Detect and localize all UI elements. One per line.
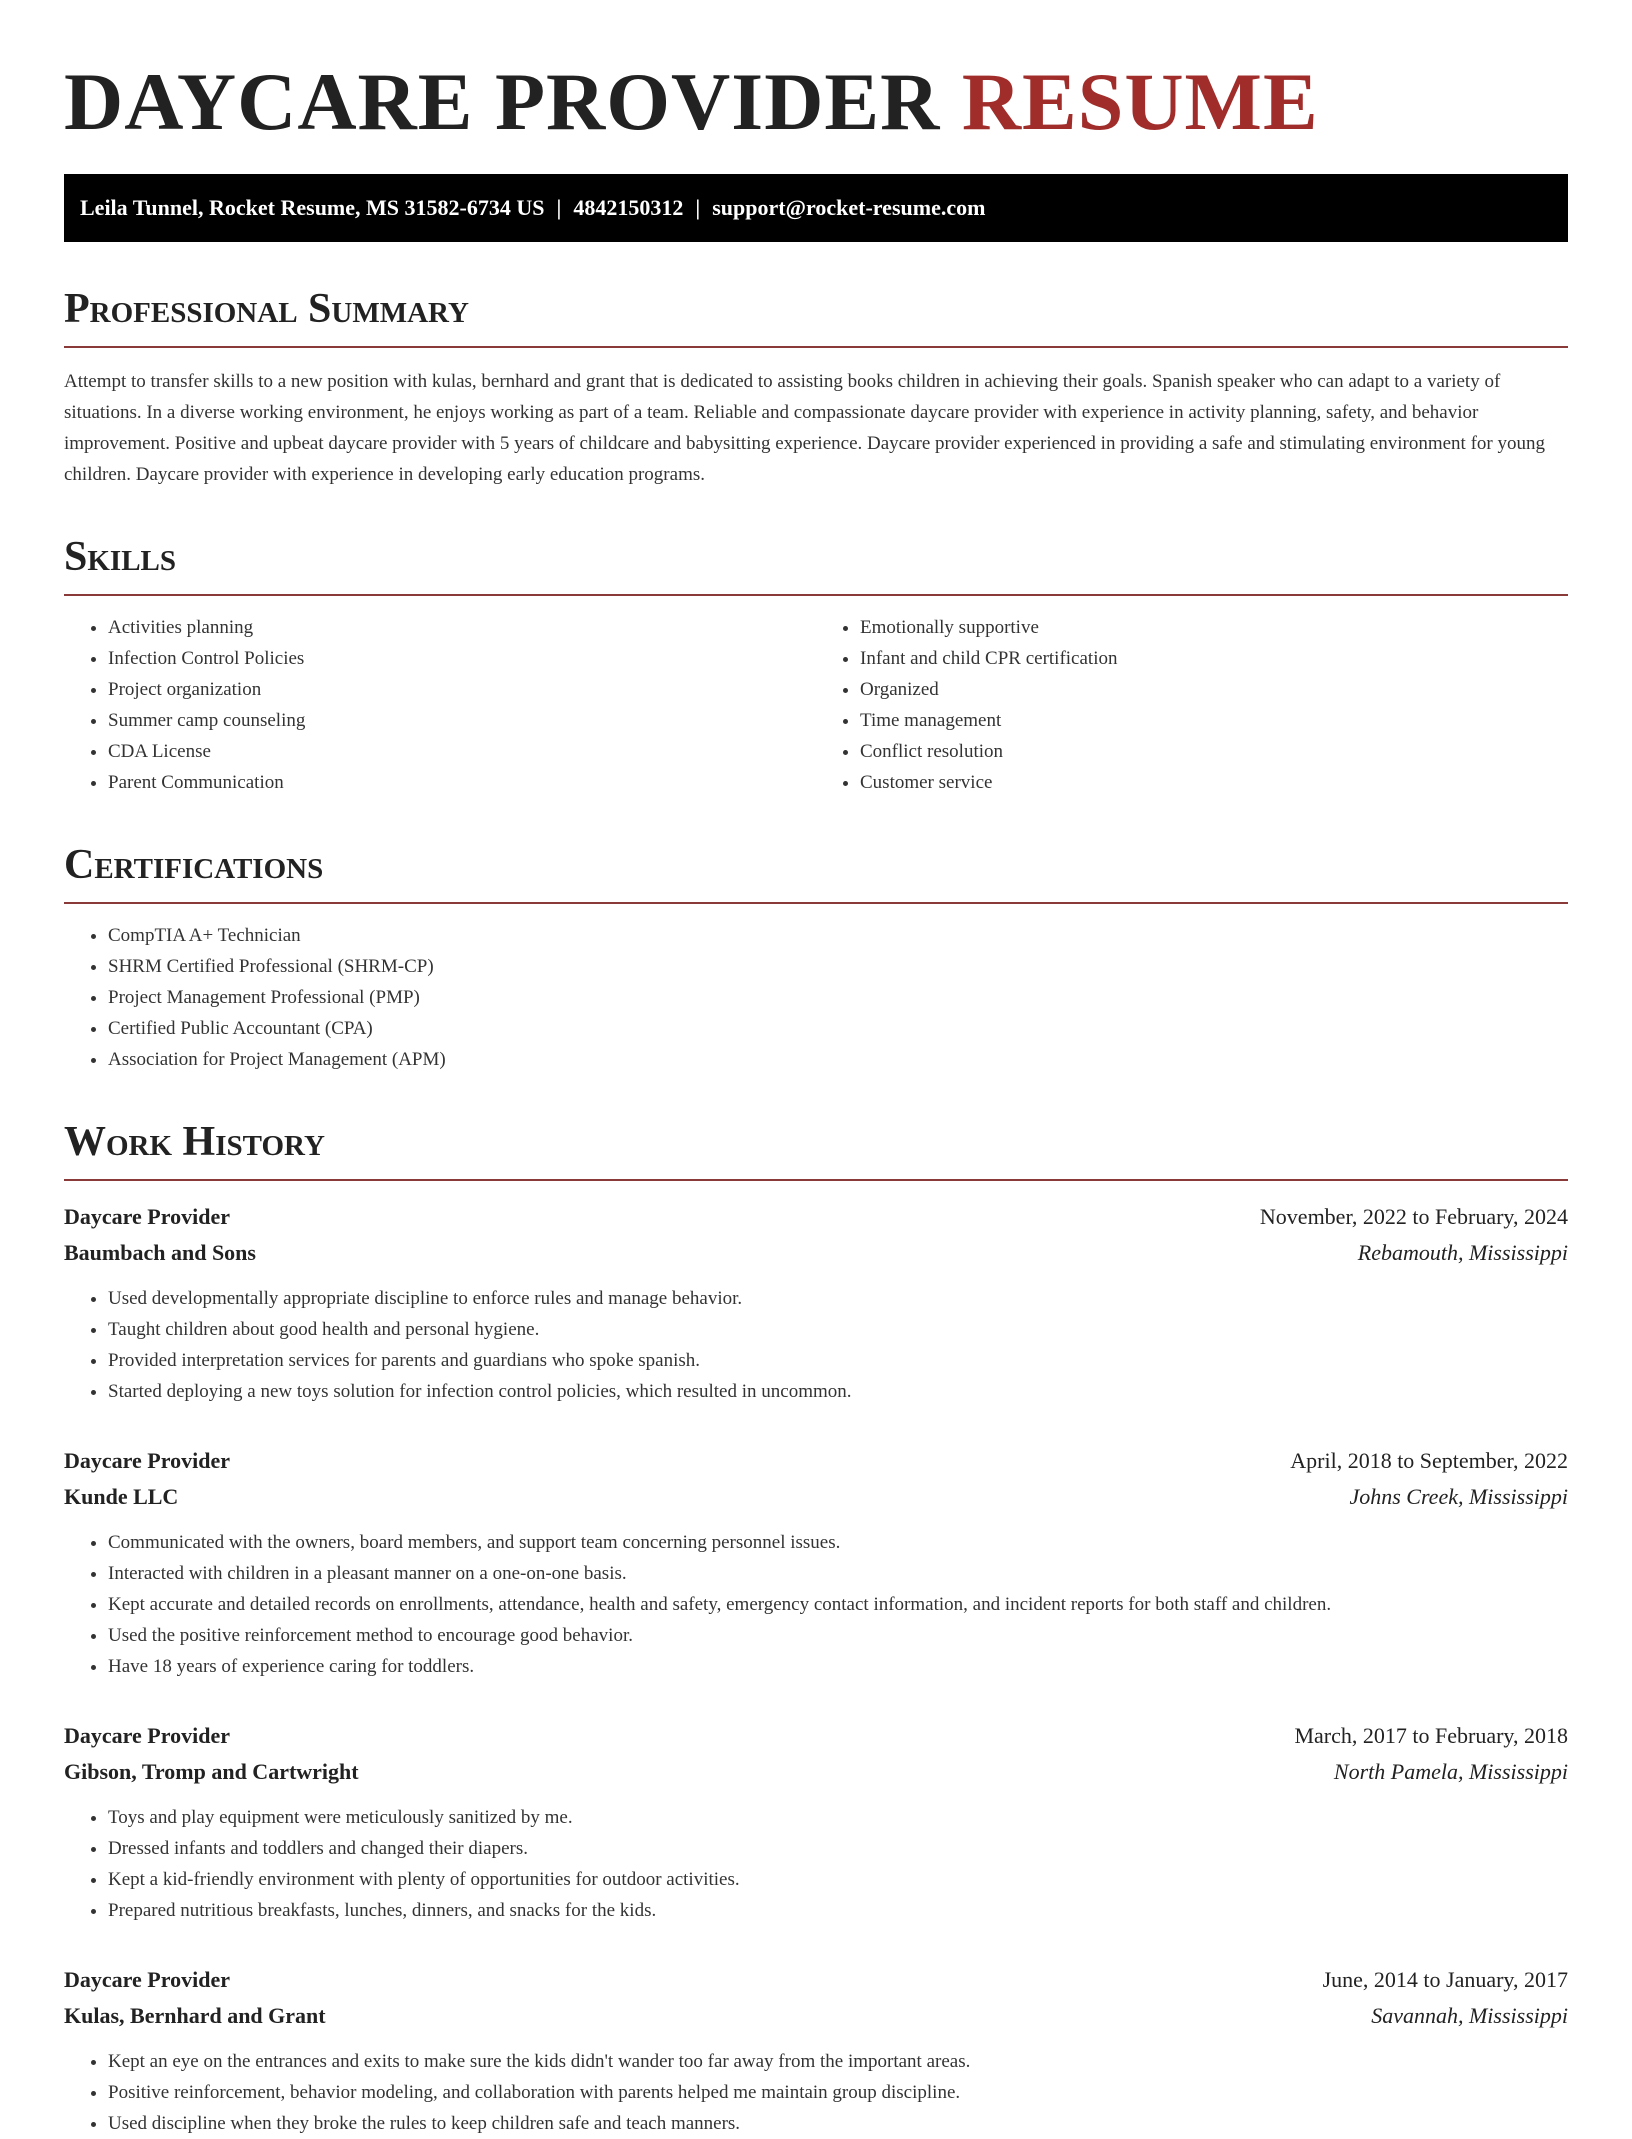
job-bullet: • Toys and play equipment were meticulously sanitized by me.	[108, 1802, 1568, 1833]
job-header-row	[64, 1718, 1568, 1754]
job-title: Daycare Provider	[64, 1967, 230, 1992]
job-company-row	[64, 1754, 1568, 1790]
skills-section	[64, 534, 1568, 798]
skill-item: • Conflict resolution	[860, 736, 1568, 767]
section-heading: Skills	[64, 534, 1568, 596]
job-title: Daycare Provider	[64, 1723, 230, 1748]
skills-list-right	[816, 612, 1568, 798]
certification-item: • SHRM Certified Professional (SHRM-CP)	[108, 951, 1568, 982]
skill-item: • Time management	[860, 705, 1568, 736]
job-company-row	[64, 1479, 1568, 1515]
job-bullet: • Provided interpretation services for parents and guardians who spoke spanish.	[108, 1345, 1568, 1376]
certification-item: • CompTIA A+ Technician	[108, 920, 1568, 951]
certifications-section	[64, 842, 1568, 1075]
job-bullet: • Used the positive reinforcement method to encourage good behavior.	[108, 1620, 1568, 1651]
title-main: DAYCARE PROVIDER	[64, 56, 941, 147]
skill-item: • Project organization	[108, 674, 816, 705]
job-company: Kulas, Bernhard and Grant	[64, 2003, 326, 2028]
job-location: Savannah, Mississippi	[1371, 2003, 1568, 2028]
job-bullets	[64, 1527, 1568, 1682]
skills-grid	[64, 596, 1568, 798]
job-bullet: • Communicated with the owners, board members, and support team concerning personnel issues.	[108, 1527, 1568, 1558]
job-header-row	[64, 1962, 1568, 1998]
contact-email: support@rocket-resume.com	[712, 195, 986, 220]
job-bullet: • Used developmentally appropriate discipline to enforce rules and manage behavior.	[108, 1283, 1568, 1314]
certification-item: • Project Management Professional (PMP)	[108, 982, 1568, 1013]
skill-item: • Customer service	[860, 767, 1568, 798]
job-title: Daycare Provider	[64, 1448, 230, 1473]
job-dates: June, 2014 to January, 2017	[1322, 1967, 1568, 1992]
job-bullets	[64, 2046, 1568, 2139]
skill-item: • Activities planning	[108, 612, 816, 643]
summary-section	[64, 286, 1568, 490]
job-bullet: • Kept accurate and detailed records on enrollments, attendance, health and safety, emergency contact information, and incident reports for both staff and children.	[108, 1589, 1568, 1620]
job-header-row	[64, 1443, 1568, 1479]
skill-item: • Infection Control Policies	[108, 643, 816, 674]
job-dates: April, 2018 to September, 2022	[1290, 1448, 1568, 1473]
job-company: Kunde LLC	[64, 1484, 179, 1509]
summary-text: Attempt to transfer skills to a new position with kulas, bernhard and grant that is dedicated to assisting books children in achieving their goals. Spanish speaker who can adapt to a variety of situations. In a diverse working environment, he enjoys working as part of a team. Reliable and compassionate daycare provider with experience in activity planning, safety, and behavior improvement. Positive and upbeat daycare provider with 5 years of childcare and babysitting experience. Daycare provider experienced in providing a safe and stimulating environment for young children. Daycare provider with experience in developing early education programs.	[64, 371, 1545, 485]
job-bullet: • Have 18 years of experience caring for toddlers.	[108, 1651, 1568, 1682]
section-heading: Work History	[64, 1119, 1568, 1181]
job-bullet: • Positive reinforcement, behavior modeling, and collaboration with parents helped me maintain group discipline.	[108, 2077, 1568, 2108]
job-bullet: • Started deploying a new toys solution for infection control policies, which resulted in uncommon.	[108, 1376, 1568, 1407]
job-entry	[64, 1199, 1568, 1407]
job-location: Rebamouth, Mississippi	[1357, 1240, 1568, 1265]
certifications-list	[64, 920, 1568, 1075]
contact-bar	[64, 174, 1568, 242]
job-bullets	[64, 1802, 1568, 1926]
resume-title	[64, 0, 1568, 148]
job-company-row	[64, 1998, 1568, 2034]
skill-item: • Infant and child CPR certification	[860, 643, 1568, 674]
job-title: Daycare Provider	[64, 1204, 230, 1229]
contact-separator: |	[695, 195, 701, 220]
skill-item: • Emotionally supportive	[860, 612, 1568, 643]
contact-address: Leila Tunnel, Rocket Resume, MS 31582-6734 US	[80, 195, 545, 220]
job-dates: March, 2017 to February, 2018	[1294, 1723, 1568, 1748]
job-bullet: • Kept a kid-friendly environment with plenty of opportunities for outdoor activities.	[108, 1864, 1568, 1895]
job-entry	[64, 1443, 1568, 1682]
job-bullet: • Interacted with children in a pleasant manner on a one-on-one basis.	[108, 1558, 1568, 1589]
job-bullets	[64, 1283, 1568, 1407]
job-company-row	[64, 1235, 1568, 1271]
work-history-section	[64, 1119, 1568, 2139]
job-bullet: • Kept an eye on the entrances and exits to make sure the kids didn't wander too far away from the important areas.	[108, 2046, 1568, 2077]
job-entry	[64, 1962, 1568, 2139]
certification-item: • Certified Public Accountant (CPA)	[108, 1013, 1568, 1044]
job-header-row	[64, 1199, 1568, 1235]
job-location: Johns Creek, Mississippi	[1349, 1484, 1568, 1509]
job-location: North Pamela, Mississippi	[1333, 1759, 1568, 1784]
skill-item: • Organized	[860, 674, 1568, 705]
section-heading: Professional Summary	[64, 286, 1568, 348]
certification-item: • Association for Project Management (APM)	[108, 1044, 1568, 1075]
skills-list-left	[64, 612, 816, 798]
job-bullet: • Taught children about good health and personal hygiene.	[108, 1314, 1568, 1345]
job-company: Gibson, Tromp and Cartwright	[64, 1759, 359, 1784]
job-entry	[64, 1718, 1568, 1926]
job-bullet: • Dressed infants and toddlers and changed their diapers.	[108, 1833, 1568, 1864]
contact-separator: |	[556, 195, 562, 220]
contact-phone: 4842150312	[573, 195, 684, 220]
skill-item: • CDA License	[108, 736, 816, 767]
skill-item: • Summer camp counseling	[108, 705, 816, 736]
job-company: Baumbach and Sons	[64, 1240, 256, 1265]
job-bullet: • Prepared nutritious breakfasts, lunches, dinners, and snacks for the kids.	[108, 1895, 1568, 1926]
skill-item: • Parent Communication	[108, 767, 816, 798]
job-dates: November, 2022 to February, 2024	[1259, 1204, 1568, 1229]
section-heading: Certifications	[64, 842, 1568, 904]
job-bullet: • Used discipline when they broke the rules to keep children safe and teach manners.	[108, 2108, 1568, 2139]
title-accent: RESUME	[961, 56, 1319, 147]
